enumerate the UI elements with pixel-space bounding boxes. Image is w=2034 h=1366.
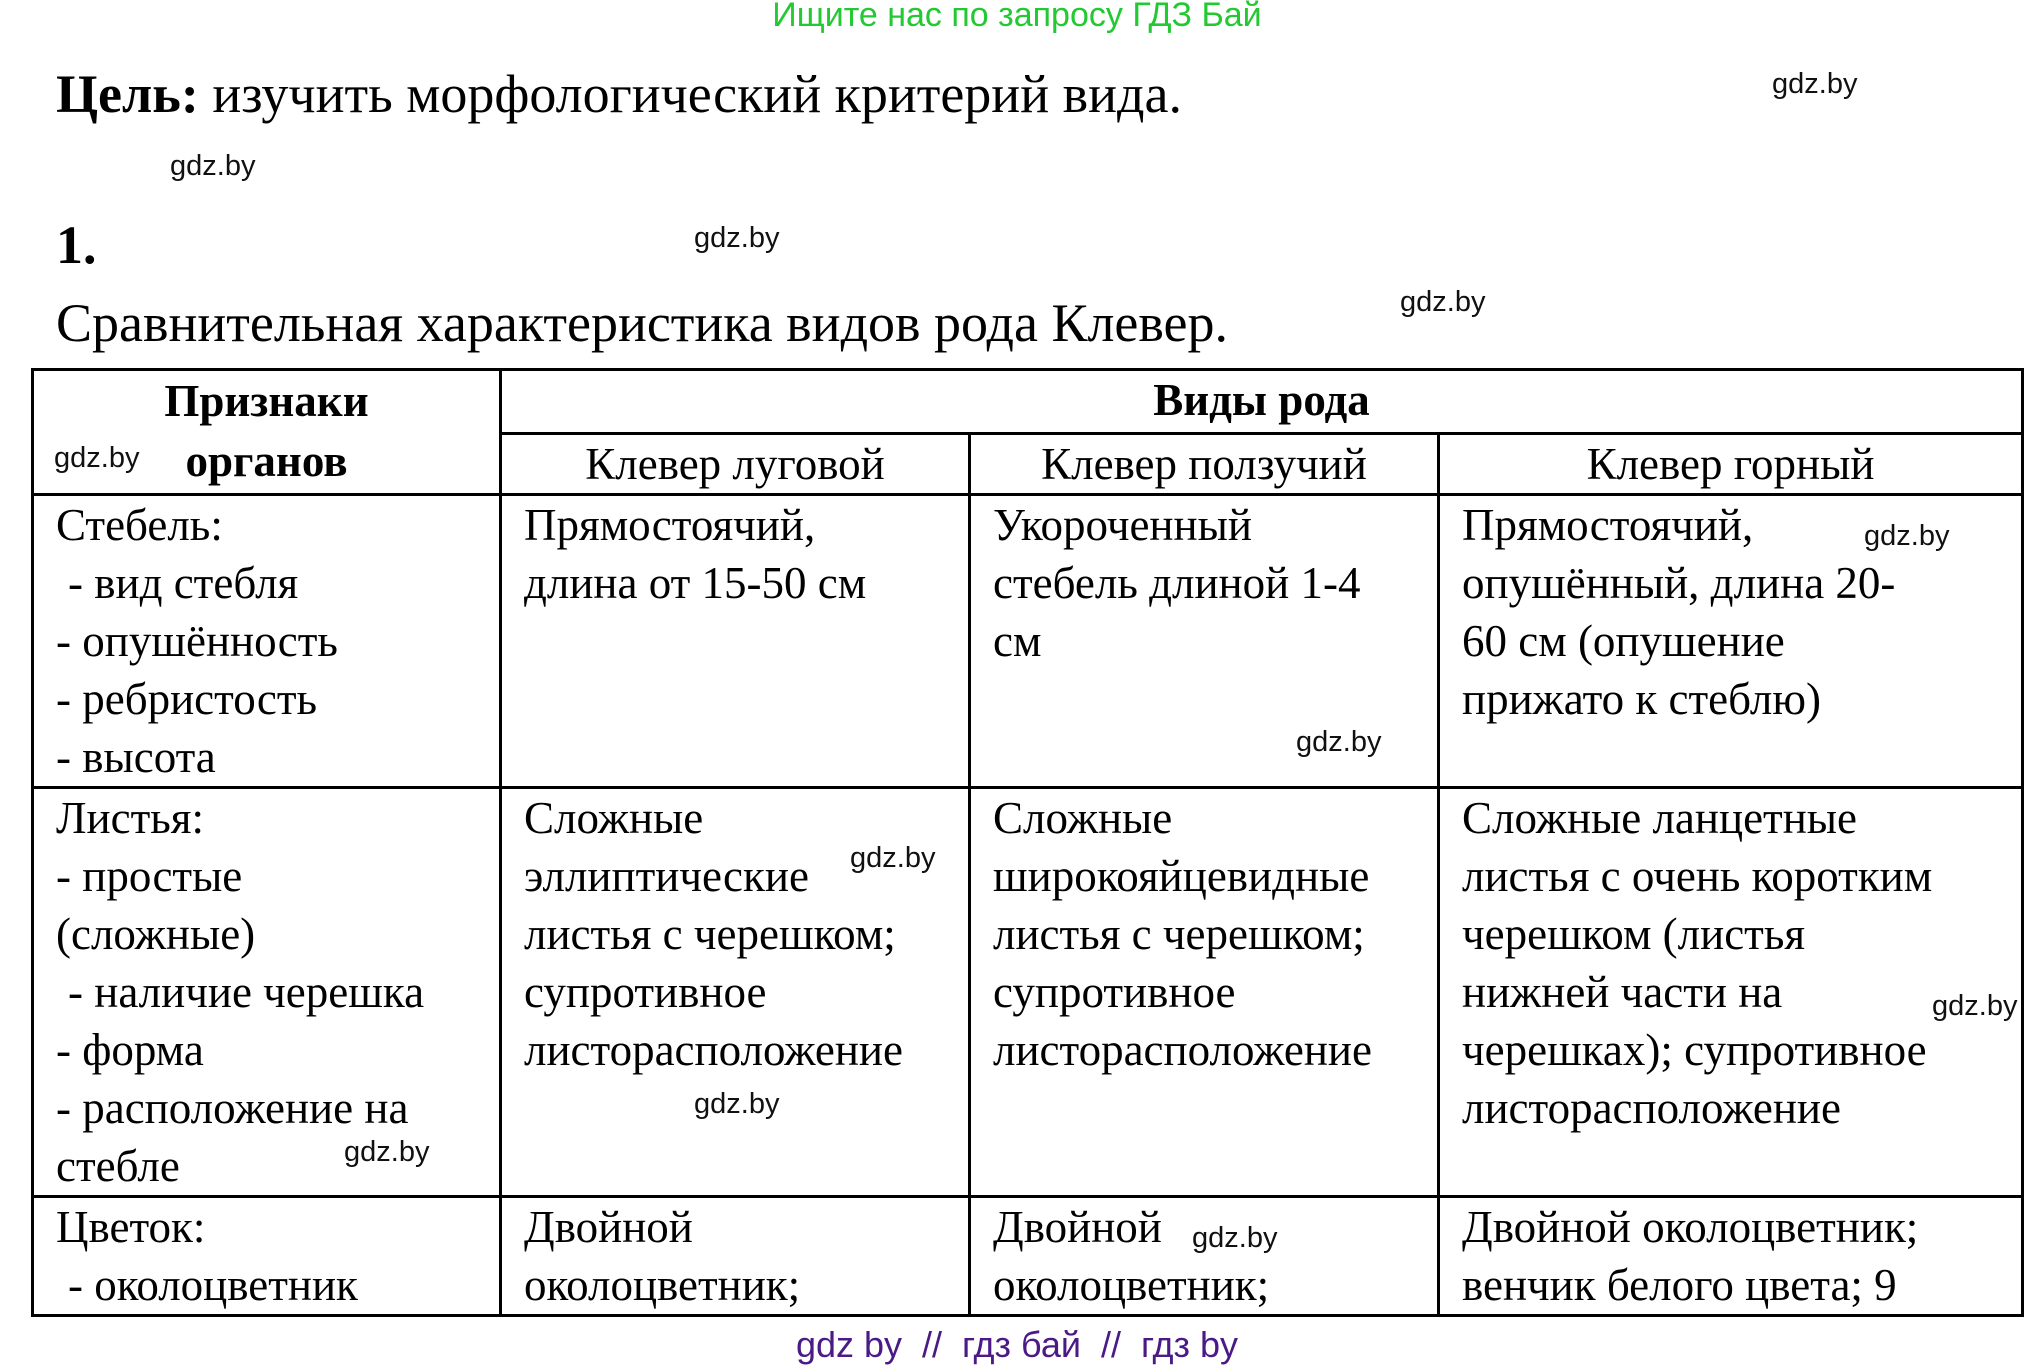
value-cell: Укороченный стебель длиной 1-4 см bbox=[970, 495, 1439, 788]
value-cell: Прямостоячий, длина от 15-50 см bbox=[501, 495, 970, 788]
watermark: gdz.by bbox=[1864, 520, 1950, 552]
watermark: gdz.by bbox=[1400, 286, 1486, 318]
watermark: gdz.by bbox=[1192, 1222, 1278, 1254]
header-species: Клевер горный bbox=[1439, 434, 2023, 495]
watermark: gdz.by bbox=[694, 1088, 780, 1120]
value-cell: Прямостоячий, опушённый, длина 20- 60 см (опушение прижато к стеблю) bbox=[1439, 495, 2023, 788]
table-row-stem bbox=[33, 495, 2023, 788]
header-species-group: Виды рода bbox=[501, 370, 2023, 434]
watermark: gdz.by bbox=[1296, 726, 1382, 758]
feature-cell: Стебель: - вид стебля - опушённость - ребристость - высота bbox=[33, 495, 501, 788]
goal-text: изучить морфологический критерий вида. bbox=[198, 64, 1182, 124]
watermark: gdz.by bbox=[54, 442, 140, 474]
value-cell: Сложные ланцетные листья с очень коротким черешком (листья нижней части на черешках); супротивное листорасположение bbox=[1439, 788, 2023, 1197]
value-cell: Двойной околоцветник; bbox=[501, 1197, 970, 1316]
task-number: 1. bbox=[56, 215, 97, 275]
watermark: gdz.by bbox=[694, 222, 780, 254]
header-features: Признаки органов bbox=[33, 370, 501, 495]
watermark: gdz.by bbox=[850, 842, 936, 874]
watermark: gdz.by bbox=[170, 150, 256, 182]
value-cell: Сложные широкояйцевидные листья с черешком; супротивное листорасположение bbox=[970, 788, 1439, 1197]
search-banner[interactable]: Ищите нас по запросу ГДЗ Бай bbox=[772, 0, 1262, 34]
watermark: gdz.by bbox=[1932, 990, 2018, 1022]
table-row-leaves bbox=[33, 788, 2023, 1197]
clover-comparison-table bbox=[31, 368, 2024, 1317]
goal-statement bbox=[56, 62, 1182, 126]
watermark: gdz.by bbox=[344, 1136, 430, 1168]
table-row-flower bbox=[33, 1197, 2023, 1316]
goal-label: Цель: bbox=[56, 64, 199, 124]
table-caption: Сравнительная характеристика видов рода Клевер. bbox=[56, 293, 1229, 353]
feature-cell: Листья: - простые (сложные) - наличие черешка - форма - расположение на стебле bbox=[33, 788, 501, 1197]
header-species: Клевер ползучий bbox=[970, 434, 1439, 495]
watermark: gdz.by bbox=[1772, 68, 1858, 100]
value-cell: Двойной околоцветник; bbox=[970, 1197, 1439, 1316]
value-cell: Сложные эллиптические листья с черешком; супротивное листорасположение bbox=[501, 788, 970, 1197]
feature-cell: Цветок: - околоцветник bbox=[33, 1197, 501, 1316]
header-species: Клевер луговой bbox=[501, 434, 970, 495]
footer-links[interactable]: gdz by // гдз бай // гдз by bbox=[795, 1324, 1239, 1365]
value-cell: Двойной околоцветник; венчик белого цвета; 9 bbox=[1439, 1197, 2023, 1316]
